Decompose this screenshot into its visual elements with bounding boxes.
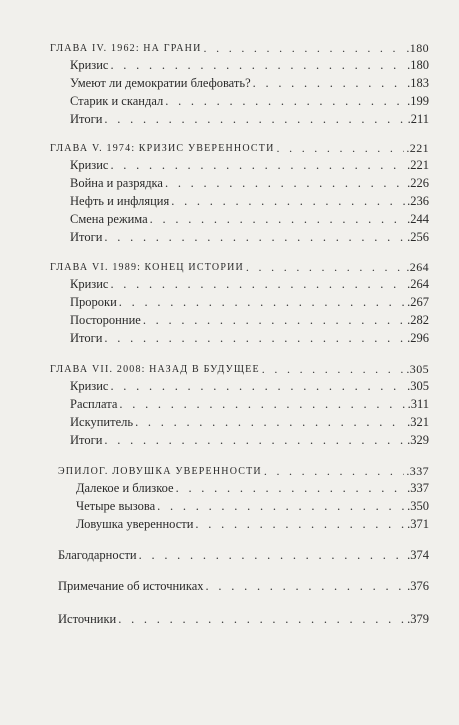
page-number: .180 xyxy=(407,58,429,72)
dot-leader xyxy=(204,41,405,56)
page-number: .379 xyxy=(407,612,429,626)
toc-entry[interactable] xyxy=(70,194,429,209)
toc-entry[interactable] xyxy=(70,433,429,448)
dot-leader xyxy=(246,260,404,275)
chapter-title: ЭПИЛОГ. ЛОВУШКА УВЕРЕННОСТИ xyxy=(58,466,262,477)
entry-title: Кризис xyxy=(70,158,109,172)
page-number: .350 xyxy=(407,499,429,513)
toc-entry[interactable] xyxy=(70,331,429,346)
dot-leader xyxy=(253,76,406,91)
page-number: .221 xyxy=(407,158,429,172)
entry-title: Кризис xyxy=(70,58,109,72)
dot-leader xyxy=(262,362,405,377)
entry-title: Итоги xyxy=(70,433,103,447)
toc-entry[interactable] xyxy=(70,230,429,245)
entry-title: Война и разрядка xyxy=(70,176,163,190)
toc-backmatter-entry[interactable] xyxy=(58,548,429,563)
toc-backmatter-entry[interactable] xyxy=(58,612,429,627)
chapter-title: ГЛАВА IV. 1962: НА ГРАНИ xyxy=(50,43,202,54)
toc-chapter-heading[interactable] xyxy=(50,140,429,156)
dot-leader xyxy=(104,230,405,245)
page-number: .337 xyxy=(406,464,429,478)
dot-leader xyxy=(104,331,405,346)
dot-leader xyxy=(104,112,405,127)
page-number: .305 xyxy=(407,379,429,393)
page-number: .226 xyxy=(407,176,429,190)
entry-title: Четыре вызова xyxy=(76,499,156,513)
toc-chapter-heading[interactable] xyxy=(58,463,429,479)
dot-leader xyxy=(206,579,406,594)
page-number: .305 xyxy=(406,362,429,376)
dot-leader xyxy=(110,379,405,394)
page-number: .264 xyxy=(406,260,429,274)
dot-leader xyxy=(110,58,405,73)
toc-entry[interactable] xyxy=(76,517,429,532)
dot-leader xyxy=(119,295,405,310)
page-number: .376 xyxy=(407,579,429,593)
toc-entry[interactable] xyxy=(70,277,429,292)
entry-title: Смена режима xyxy=(70,212,148,226)
dot-leader xyxy=(139,548,406,563)
page-number: .267 xyxy=(407,295,429,309)
page-number: .329 xyxy=(407,433,429,447)
page-number: .256 xyxy=(407,230,429,244)
dot-leader xyxy=(143,313,405,328)
entry-title: Далекое и близкое xyxy=(76,481,174,495)
toc-entry[interactable] xyxy=(70,295,429,310)
toc-entry[interactable] xyxy=(70,112,429,127)
page-number: .199 xyxy=(407,94,429,108)
entry-title: Умеют ли демократии блефовать? xyxy=(70,76,251,90)
page-number: .371 xyxy=(407,517,429,531)
dot-leader xyxy=(150,212,405,227)
entry-title: Источники xyxy=(58,612,117,626)
dot-leader xyxy=(195,517,405,532)
dot-leader xyxy=(104,433,405,448)
entry-title: Итоги xyxy=(70,112,103,126)
page-number: .282 xyxy=(407,313,429,327)
dot-leader xyxy=(171,194,405,209)
entry-title: Нефть и инфляция xyxy=(70,194,170,208)
entry-title: Итоги xyxy=(70,230,103,244)
page-number: .236 xyxy=(407,194,429,208)
page-number: .264 xyxy=(407,277,429,291)
toc-entry[interactable] xyxy=(70,397,429,412)
toc-entry[interactable] xyxy=(76,481,429,496)
dot-leader xyxy=(110,277,405,292)
toc-entry[interactable] xyxy=(70,176,429,191)
entry-title: Расплата xyxy=(70,397,118,411)
toc-chapter-heading[interactable] xyxy=(50,361,429,377)
page-number: .374 xyxy=(407,548,429,562)
toc-chapter-heading[interactable] xyxy=(50,259,429,275)
page-number: .337 xyxy=(407,481,429,495)
entry-title: Ловушка уверенности xyxy=(76,517,194,531)
dot-leader xyxy=(119,397,405,412)
dot-leader xyxy=(176,481,406,496)
dot-leader xyxy=(165,176,405,191)
page-number: .244 xyxy=(407,212,429,226)
toc-entry[interactable] xyxy=(70,94,429,109)
page-number: .321 xyxy=(407,415,429,429)
page-number: .180 xyxy=(406,41,429,55)
chapter-title: ГЛАВА VII. 2008: НАЗАД В БУДУЩЕЕ xyxy=(50,364,260,375)
dot-leader xyxy=(135,415,405,430)
chapter-title: ГЛАВА V. 1974: КРИЗИС УВЕРЕННОСТИ xyxy=(50,143,275,154)
dot-leader xyxy=(118,612,405,627)
dot-leader xyxy=(165,94,405,109)
toc-entry[interactable] xyxy=(76,499,429,514)
page-number: .183 xyxy=(407,76,429,90)
chapter-title: ГЛАВА VI. 1989: КОНЕЦ ИСТОРИИ xyxy=(50,262,244,273)
entry-title: Кризис xyxy=(70,277,109,291)
dot-leader xyxy=(277,141,405,156)
entry-title: Кризис xyxy=(70,379,109,393)
dot-leader xyxy=(157,499,405,514)
page-number: .221 xyxy=(406,141,429,155)
toc-entry[interactable] xyxy=(70,76,429,91)
entry-title: Старик и скандал xyxy=(70,94,164,108)
toc-entry[interactable] xyxy=(70,415,429,430)
toc-entry[interactable] xyxy=(70,58,429,73)
toc-chapter-heading[interactable] xyxy=(50,40,429,56)
entry-title: Посторонние xyxy=(70,313,141,327)
entry-title: Пророки xyxy=(70,295,117,309)
entry-title: Итоги xyxy=(70,331,103,345)
dot-leader xyxy=(264,464,405,479)
toc-entry[interactable] xyxy=(70,212,429,227)
entry-title: Благодарности xyxy=(58,548,137,562)
page-number: .296 xyxy=(407,331,429,345)
toc-entry[interactable] xyxy=(70,158,429,173)
entry-title: Примечание об источниках xyxy=(58,579,204,593)
page-number: .211 xyxy=(407,112,429,126)
toc-entry[interactable] xyxy=(70,313,429,328)
entry-title: Искупитель xyxy=(70,415,134,429)
page-number: .311 xyxy=(407,397,429,411)
toc-entry[interactable] xyxy=(70,379,429,394)
dot-leader xyxy=(110,158,405,173)
toc-backmatter-entry[interactable] xyxy=(58,579,429,594)
